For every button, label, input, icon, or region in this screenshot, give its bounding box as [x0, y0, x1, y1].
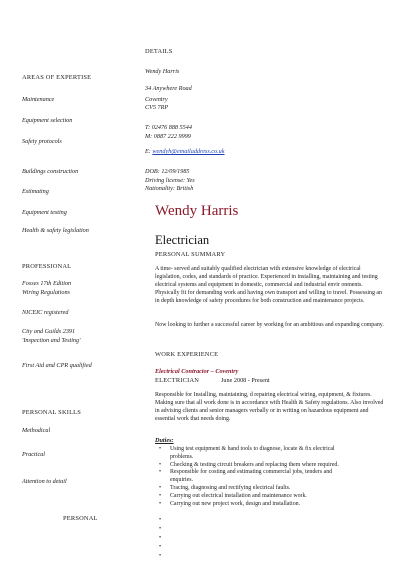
email-link[interactable]: wendyh@emailaddress.co.uk	[152, 148, 225, 155]
duties-list	[155, 446, 339, 508]
address-line: 34 Anywhere Road	[145, 85, 192, 92]
empty-bullet: •	[159, 517, 162, 523]
duty-item: • Checking & testing circuit breakers and replacing them where required.	[159, 461, 339, 468]
skill-item: Attention to detail	[22, 478, 67, 485]
skill-item: Methodical	[22, 427, 51, 434]
empty-bullet: •	[159, 544, 162, 550]
area-item: Maintenance	[22, 96, 55, 103]
summary-paragraph-2: Now looking to further a successful career by working for an ambitious and expanding company.	[155, 322, 384, 328]
personal-heading: PERSONAL	[63, 515, 98, 522]
empty-bullet: •	[159, 535, 162, 541]
professional-heading: PROFESSIONAL	[22, 263, 72, 270]
duties-label: Duties:	[155, 437, 174, 444]
duty-item: • Carrying out new project work, design and installation.	[159, 500, 301, 507]
duty-item-continued: enquiries.	[170, 477, 194, 484]
personal-skills-heading: PERSONAL SKILLS	[22, 409, 82, 416]
empty-bullet: •	[159, 553, 162, 559]
work-experience-heading: WORK EXPERIENCE	[155, 351, 219, 358]
role-description: Responsible for Installing, maintaining, d repairing electrical wiring, equipment, & fixtures. Making sure that all work done is in accordance with Health & Safety regulations. Also involved in advising clients and senior managers verbally or in writing on hazardous equipment and essential work that needs doing.	[155, 392, 384, 422]
area-item: Safety protocols	[22, 138, 62, 145]
contact-name: Wendy Harris	[145, 68, 180, 75]
professional-item: First Aid and CPR qualified	[22, 362, 92, 369]
mobile: M: 0887 222 9999	[145, 133, 191, 140]
dob: DOB: 12/09/1985	[145, 168, 190, 175]
professional-item: Wiring Regulations	[22, 289, 70, 296]
professional-item: City and Guilds 2391	[22, 328, 76, 335]
employer: Electrical Contractor – Coventry	[155, 368, 239, 375]
summary-paragraph: A time- served and suitably qualified electrician with extensive knowledge of electrical legislation, codes, and standards of practice. Experienced in installing, maintaining and testing electrical systems and equipment in domestic, commercial and industrial envir onments. Physically fit for demanding work and having own transport and willing to travel. Possessing an in depth knowledge of safety procedures for both construction and maintenance projects.	[155, 266, 382, 304]
telephone: T: 02476 888 5544	[145, 124, 192, 131]
nationality: Nationality: British	[145, 185, 194, 192]
area-item: Equipment selection	[22, 117, 73, 124]
email-prefix: E:	[145, 148, 153, 155]
duty-item-continued: problems.	[170, 453, 194, 460]
personal-summary-heading: PERSONAL SUMMARY	[155, 251, 226, 258]
professional-item: NICEIC registered	[22, 309, 69, 316]
role-title: ELECTRICIAN	[155, 377, 200, 384]
job-title: Electrician	[155, 233, 210, 247]
empty-bullet: •	[159, 526, 162, 532]
area-item: Health & safety legislation	[22, 227, 89, 234]
area-item: Buildings construction	[22, 168, 79, 175]
areas-of-expertise-heading: AREAS OF EXPERTISE	[22, 74, 92, 81]
professional-item: 'Inspection and Testing'	[22, 337, 81, 344]
email-line	[145, 148, 225, 156]
duty-item: • Responsible for costing and estimating commercial jobs, tenders and	[159, 469, 333, 476]
details-heading: DETAILS	[145, 48, 173, 55]
candidate-name: Wendy Harris	[155, 203, 239, 219]
area-item: Equipment testing	[22, 209, 67, 216]
area-item: Estimating	[22, 188, 49, 195]
duty-item: • Carrying out electrical installation and maintenance work.	[159, 492, 307, 499]
duty-item: • Using test equipment & hand tools to diagnose, locate & fix electrical	[159, 446, 335, 452]
driving-license: Driving license: Yes	[145, 177, 195, 184]
postcode: CV5 7RP	[145, 104, 169, 111]
duty-item: • Tracing, diagnosing and rectifying electrical faults.	[159, 484, 291, 491]
city: Coventry	[145, 96, 168, 103]
professional-item: Fosses 17th Edition	[22, 280, 72, 287]
role-dates: June 2008 - Present	[221, 377, 270, 384]
skill-item: Practical	[22, 451, 46, 458]
